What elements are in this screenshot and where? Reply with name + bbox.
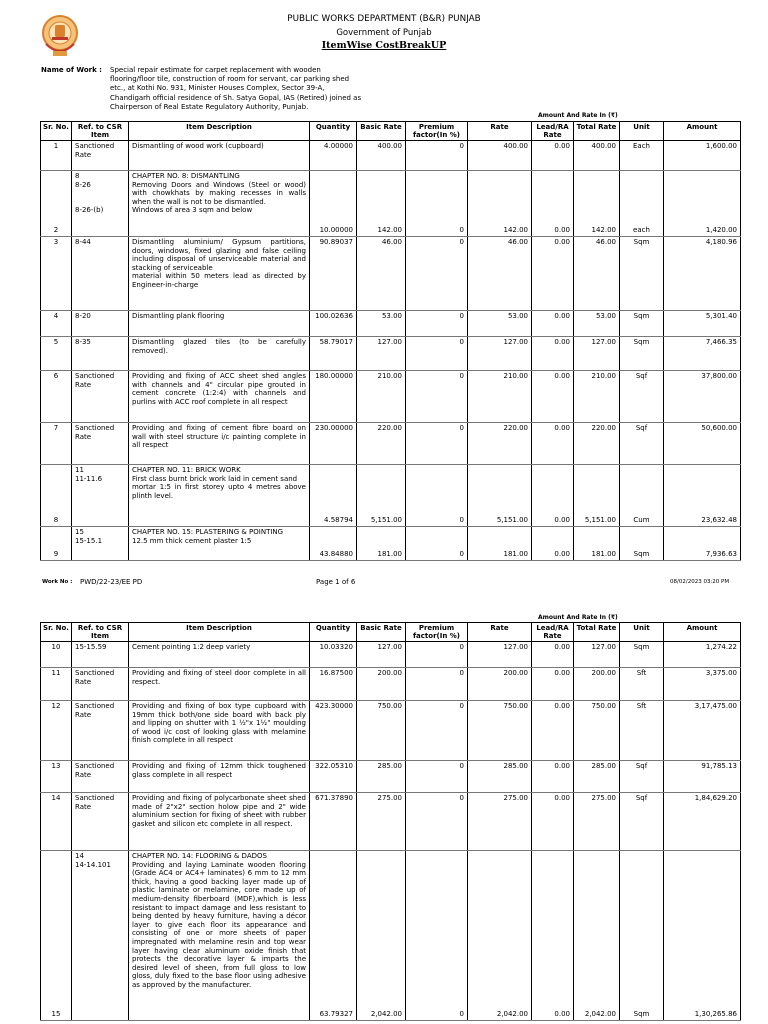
cell-rate: 285.00: [468, 761, 532, 793]
cell-lead-rate: 0.00: [532, 465, 574, 527]
table-row: [41, 311, 741, 337]
cell-description: [129, 337, 310, 371]
col-header-amount: Amount: [664, 122, 741, 141]
cell-description-line: CHAPTER NO. 11: BRICK WORK: [132, 466, 241, 474]
col-header-amount: Amount: [664, 623, 741, 642]
amount-unit-note: Amount And Rate In (₹): [538, 614, 618, 621]
cell-amount: 5,301.40: [664, 311, 741, 337]
cell-amount: 1,274.22: [664, 642, 741, 668]
cell-premium: 0: [406, 793, 468, 851]
cell-lead-rate: 0.00: [532, 141, 574, 171]
name-of-work-line: etc., at Kothi No. 931, Minister Houses Complex, Sector 39-A,: [110, 84, 325, 93]
table-row: [41, 337, 741, 371]
cell-ref-line: Rate: [75, 380, 92, 389]
cell-total-rate: 142.00: [574, 171, 620, 237]
cell-total-rate: 127.00: [574, 642, 620, 668]
name-of-work-line: Chairperson of Real Estate Regulatory Authority, Punjab.: [110, 102, 309, 111]
cell-ref: [72, 465, 129, 527]
col-header-ref: Ref. to CSR Item: [72, 122, 129, 141]
cell-unit: Sqm: [620, 527, 664, 561]
cell-basic-rate: 210.00: [357, 371, 406, 423]
cell-total-rate: 2,042.00: [574, 851, 620, 1021]
cell-ref: [72, 851, 129, 1021]
cell-ref-line: Sanctioned: [75, 794, 115, 802]
cell-unit: Sqm: [620, 237, 664, 311]
cell-description-line: Dismantling aluminium/ Gypsum partitions, doors, windows, fixed glazing and false ceiling including disposal of unserviceable material and stacking of serviceable: [132, 238, 306, 272]
cell-unit: Each: [620, 141, 664, 171]
cell-description: [129, 701, 310, 761]
cell-premium: 0: [406, 701, 468, 761]
cell-amount: 91,785.13: [664, 761, 741, 793]
col-header-basic-rate: Basic Rate: [357, 122, 406, 141]
cell-lead-rate: 0.00: [532, 337, 574, 371]
cell-ref: [72, 668, 129, 701]
cell-ref-line: Rate: [75, 677, 92, 686]
col-header-basic-rate: Basic Rate: [357, 623, 406, 642]
cell-ref: [72, 311, 129, 337]
cost-breakup-table: [40, 121, 741, 561]
cell-unit: each: [620, 171, 664, 237]
cell-quantity: 4.58794: [310, 465, 357, 527]
estimate-page-2: [0, 600, 768, 1024]
cell-quantity: 100.02636: [310, 311, 357, 337]
cell-premium: 0: [406, 642, 468, 668]
cell-sr-no: 15: [41, 851, 72, 1021]
cell-ref-line: Rate: [75, 150, 92, 159]
cell-sr-no: 13: [41, 761, 72, 793]
work-no-label: Work No :: [42, 579, 73, 585]
cell-ref-line: 14-14.101: [75, 860, 111, 869]
cell-premium: 0: [406, 311, 468, 337]
cell-total-rate: 46.00: [574, 237, 620, 311]
cell-description: [129, 423, 310, 465]
cell-unit: Sqm: [620, 311, 664, 337]
cell-ref-line: Rate: [75, 432, 92, 441]
cell-premium: 0: [406, 337, 468, 371]
cell-quantity: 230.00000: [310, 423, 357, 465]
table-row: [41, 141, 741, 171]
cell-ref: [72, 761, 129, 793]
cell-rate: 46.00: [468, 237, 532, 311]
cell-description: [129, 465, 310, 527]
cell-ref: [72, 141, 129, 171]
col-header-rate: Rate: [468, 122, 532, 141]
cell-sr-no: 2: [41, 171, 72, 237]
cell-rate: 5,151.00: [468, 465, 532, 527]
table-row: [41, 171, 741, 237]
cell-sr-no: 1: [41, 141, 72, 171]
table-row: [41, 851, 741, 1021]
cell-sr-no: 10: [41, 642, 72, 668]
cell-lead-rate: 0.00: [532, 237, 574, 311]
name-of-work-line: Special repair estimate for carpet replacement with wooden: [110, 66, 321, 74]
cell-amount: 3,375.00: [664, 668, 741, 701]
col-header-premium: Premium factor(In %): [406, 122, 468, 141]
col-header-description: Item Description: [129, 122, 310, 141]
cell-unit: Sqm: [620, 851, 664, 1021]
name-of-work-line: flooring/floor tile, construction of room for servant, car parking shed: [110, 75, 350, 84]
cell-description: [129, 171, 310, 237]
cell-quantity: 58.79017: [310, 337, 357, 371]
col-header-quantity: Quantity: [310, 623, 357, 642]
cell-description: [129, 642, 310, 668]
cell-total-rate: 220.00: [574, 423, 620, 465]
cell-quantity: 180.00000: [310, 371, 357, 423]
cell-ref-line: 15-15.1: [75, 536, 103, 545]
table-row: [41, 793, 741, 851]
cell-quantity: 16.87500: [310, 668, 357, 701]
cell-total-rate: 275.00: [574, 793, 620, 851]
cell-rate: 200.00: [468, 668, 532, 701]
cell-sr-no: 11: [41, 668, 72, 701]
cell-total-rate: 53.00: [574, 311, 620, 337]
cell-ref-line: 11: [75, 466, 84, 474]
cell-ref-line: Sanctioned: [75, 372, 115, 380]
cell-rate: 275.00: [468, 793, 532, 851]
table-row: [41, 465, 741, 527]
cell-sr-no: 9: [41, 527, 72, 561]
cell-quantity: 10.03320: [310, 642, 357, 668]
cell-description: [129, 527, 310, 561]
cell-amount: 50,600.00: [664, 423, 741, 465]
table-row: [41, 423, 741, 465]
cell-amount: 37,800.00: [664, 371, 741, 423]
cell-description-line: CHAPTER NO. 15: PLASTERING & POINTING: [132, 528, 284, 536]
cell-basic-rate: 200.00: [357, 668, 406, 701]
cell-basic-rate: 750.00: [357, 701, 406, 761]
cell-quantity: 10.00000: [310, 171, 357, 237]
cell-rate: 750.00: [468, 701, 532, 761]
government-name: Government of Punjab: [336, 28, 432, 38]
cell-ref-line: 8-20: [75, 312, 91, 320]
print-datetime: 08/02/2023 03:20 PM: [670, 579, 730, 585]
cost-breakup-table: [40, 622, 741, 1021]
cell-description: [129, 793, 310, 851]
col-header-total-rate: Total Rate: [574, 623, 620, 642]
cell-description-line: First class burnt brick work laid in cement sand: [132, 474, 298, 483]
cell-ref-line: [75, 198, 125, 207]
cell-total-rate: 127.00: [574, 337, 620, 371]
cell-basic-rate: 5,151.00: [357, 465, 406, 527]
cell-total-rate: 181.00: [574, 527, 620, 561]
cell-ref: [72, 793, 129, 851]
cell-total-rate: 200.00: [574, 668, 620, 701]
cell-rate: 127.00: [468, 642, 532, 668]
cell-sr-no: 6: [41, 371, 72, 423]
name-of-work-line: Chandigarh official residence of Sh. Satya Gopal, IAS (Retired) joined as: [110, 93, 362, 102]
col-header-lead-rate: Lead/RA Rate: [532, 623, 574, 642]
report-title: ItemWise CostBreakUP: [321, 40, 447, 51]
cell-ref-line: 8-44: [75, 238, 91, 246]
cell-rate: 400.00: [468, 141, 532, 171]
cell-description-line: Providing and fixing of steel door complete in all respect.: [132, 669, 306, 686]
amount-unit-note: Amount And Rate In (₹): [538, 112, 618, 119]
cell-lead-rate: 0.00: [532, 371, 574, 423]
table-row: [41, 237, 741, 311]
cell-unit: Sft: [620, 701, 664, 761]
col-header-ref: Ref. to CSR Item: [72, 623, 129, 642]
cell-ref-line: [75, 189, 125, 198]
cell-description: [129, 237, 310, 311]
cell-lead-rate: 0.00: [532, 793, 574, 851]
cell-unit: Sqf: [620, 423, 664, 465]
cell-sr-no: 4: [41, 311, 72, 337]
cell-total-rate: 750.00: [574, 701, 620, 761]
cell-sr-no: 3: [41, 237, 72, 311]
cell-amount: 7,466.35: [664, 337, 741, 371]
cell-ref: [72, 527, 129, 561]
col-header-sr: Sr. No.: [41, 623, 72, 642]
cell-quantity: 4.00000: [310, 141, 357, 171]
cell-premium: 0: [406, 668, 468, 701]
table-row: [41, 761, 741, 793]
table-header-row: [41, 623, 741, 642]
cell-sr-no: 12: [41, 701, 72, 761]
page-number: Page 1 of 6: [316, 578, 356, 586]
cell-unit: Sqf: [620, 371, 664, 423]
cell-premium: 0: [406, 371, 468, 423]
cell-lead-rate: 0.00: [532, 761, 574, 793]
cell-basic-rate: 275.00: [357, 793, 406, 851]
cell-ref-line: 8: [75, 172, 80, 180]
cell-rate: 181.00: [468, 527, 532, 561]
cell-quantity: 90.89037: [310, 237, 357, 311]
name-of-work-text: [110, 66, 410, 112]
cell-lead-rate: 0.00: [532, 642, 574, 668]
cell-description: [129, 851, 310, 1021]
cell-description-line: 12.5 mm thick cement plaster 1:5: [132, 536, 252, 545]
cell-ref: [72, 642, 129, 668]
cell-description-line: Providing and fixing of ACC sheet shed angles with channels and 4" circular pipe grouted in cement concrete (1:2:4) with channels and purlins with ACC roof complete in all respect: [132, 372, 306, 406]
cell-lead-rate: 0.00: [532, 851, 574, 1021]
cell-premium: 0: [406, 761, 468, 793]
col-header-unit: Unit: [620, 623, 664, 642]
cell-description-line: material within 50 meters lead as directed by Engineer-in-charge: [132, 272, 306, 289]
cell-total-rate: 210.00: [574, 371, 620, 423]
cell-lead-rate: 0.00: [532, 423, 574, 465]
cell-description: [129, 371, 310, 423]
cell-description-line: CHAPTER NO. 8: DISMANTLING: [132, 172, 240, 180]
cell-sr-no: 5: [41, 337, 72, 371]
cell-ref: [72, 171, 129, 237]
cell-ref: [72, 701, 129, 761]
cell-description-line: Providing and fixing of box type cupboard with 19mm thick both/one side board with back ply and lipping on shutter with 1 ½"x 1½" moulding of wood i/c cost of looking glass with melamine finish complete in all respect: [132, 702, 306, 745]
cell-basic-rate: 127.00: [357, 337, 406, 371]
cell-description-line: Removing Doors and Windows (Steel or wood) with chowkhats by making recesses in walls when the wall is not to be dismantled.: [132, 180, 306, 206]
cell-ref-line: Rate: [75, 770, 92, 779]
cell-ref-line: Sanctioned: [75, 702, 115, 710]
cell-premium: 0: [406, 237, 468, 311]
cell-ref-line: Rate: [75, 802, 92, 811]
cell-unit: Sqf: [620, 793, 664, 851]
cell-basic-rate: 285.00: [357, 761, 406, 793]
cell-premium: 0: [406, 171, 468, 237]
table-header-row: [41, 122, 741, 141]
work-no-value: PWD/22-23/EE PD: [80, 578, 143, 586]
table-row: [41, 701, 741, 761]
cell-quantity: 423.30000: [310, 701, 357, 761]
cell-amount: 1,420.00: [664, 171, 741, 237]
cell-premium: 0: [406, 465, 468, 527]
cell-lead-rate: 0.00: [532, 668, 574, 701]
col-header-quantity: Quantity: [310, 122, 357, 141]
cell-ref-line: Sanctioned: [75, 762, 115, 770]
cell-description: [129, 311, 310, 337]
department-name: PUBLIC WORKS DEPARTMENT (B&R) PUNJAB: [287, 14, 481, 24]
cell-description: [129, 668, 310, 701]
cell-ref: [72, 371, 129, 423]
cell-lead-rate: 0.00: [532, 311, 574, 337]
cell-premium: 0: [406, 141, 468, 171]
cell-basic-rate: 400.00: [357, 141, 406, 171]
cell-quantity: 43.84880: [310, 527, 357, 561]
cell-ref-line: Sanctioned: [75, 142, 115, 150]
cell-description-line: Dismantling of wood work (cupboard): [132, 142, 264, 150]
cell-ref: [72, 423, 129, 465]
cell-premium: 0: [406, 527, 468, 561]
cell-total-rate: 285.00: [574, 761, 620, 793]
cell-basic-rate: 2,042.00: [357, 851, 406, 1021]
cell-description-line: Cement pointing 1:2 deep variety: [132, 643, 251, 651]
cell-ref-line: 8-35: [75, 338, 91, 346]
cell-quantity: 322.05310: [310, 761, 357, 793]
cell-amount: 4,180.96: [664, 237, 741, 311]
cell-description-line: Providing and fixing of 12mm thick toughened glass complete in all respect: [132, 762, 306, 779]
col-header-rate: Rate: [468, 623, 532, 642]
cell-description-line: Windows of area 3 sqm and below: [132, 206, 253, 215]
cell-ref-line: 11-11.6: [75, 474, 103, 483]
cell-rate: 142.00: [468, 171, 532, 237]
table-row: [41, 527, 741, 561]
cell-description: [129, 141, 310, 171]
cell-rate: 2,042.00: [468, 851, 532, 1021]
cell-ref-line: 15: [75, 528, 84, 536]
cell-rate: 53.00: [468, 311, 532, 337]
cell-amount: 1,30,265.86: [664, 851, 741, 1021]
col-header-unit: Unit: [620, 122, 664, 141]
cell-premium: 0: [406, 851, 468, 1021]
cell-description-line: Dismantling glazed tiles (to be carefully removed).: [132, 338, 306, 355]
cell-unit: Sqm: [620, 337, 664, 371]
cell-basic-rate: 220.00: [357, 423, 406, 465]
cell-rate: 127.00: [468, 337, 532, 371]
cell-lead-rate: 0.00: [532, 701, 574, 761]
cell-quantity: 671.37890: [310, 793, 357, 851]
cell-description-line: CHAPTER NO. 14: FLOORING & DADOS: [132, 852, 267, 860]
col-header-premium: Premium factor(In %): [406, 623, 468, 642]
cell-unit: Sqm: [620, 642, 664, 668]
table-row: [41, 668, 741, 701]
cell-lead-rate: 0.00: [532, 171, 574, 237]
cell-ref-line: 8-26: [75, 180, 91, 189]
cell-amount: 1,84,629.20: [664, 793, 741, 851]
cell-description: [129, 761, 310, 793]
name-of-work-label: Name of Work :: [41, 66, 102, 74]
cell-description-line: Providing and fixing of polycarbonate sheet shed made of 2"x2" section holow pipe and 2" wide aluminium section for fixing of sheet with rubber gasket and silicon etc complete in all respect.: [132, 794, 306, 828]
col-header-description: Item Description: [129, 623, 310, 642]
cell-ref-line: Sanctioned: [75, 669, 115, 677]
cell-unit: Cum: [620, 465, 664, 527]
cell-sr-no: 7: [41, 423, 72, 465]
col-header-total-rate: Total Rate: [574, 122, 620, 141]
cell-ref-line: 8-26-(b): [75, 206, 104, 215]
cell-rate: 210.00: [468, 371, 532, 423]
cell-rate: 220.00: [468, 423, 532, 465]
table-row: [41, 642, 741, 668]
cell-ref-line: Sanctioned: [75, 424, 115, 432]
cell-amount: 1,600.00: [664, 141, 741, 171]
cell-description-line: Dismantling plank flooring: [132, 312, 225, 320]
cell-ref-line: 15-15.59: [75, 643, 107, 651]
cell-unit: Sqf: [620, 761, 664, 793]
cell-ref-line: 14: [75, 852, 84, 860]
cell-amount: 23,632.48: [664, 465, 741, 527]
cell-basic-rate: 142.00: [357, 171, 406, 237]
cell-premium: 0: [406, 423, 468, 465]
cell-basic-rate: 46.00: [357, 237, 406, 311]
cell-ref: [72, 337, 129, 371]
table-row: [41, 371, 741, 423]
col-header-lead-rate: Lead/RA Rate: [532, 122, 574, 141]
cell-ref: [72, 237, 129, 311]
cell-sr-no: 14: [41, 793, 72, 851]
cell-description-line: Providing and laying Laminate wooden flooring (Grade AC4 or AC4+ laminates) 6 mm to 12 mm thick, having a good backing layer made up of plastic laminate or melamine, core made up of medium-density fiberboard (MDF),which is less resistant to impact damage and less resistant to being dented by heavy furniture, having a décor layer to give each floor its appearance and consisting of one or more sheets of paper impregnated with melamine resin and top wear layer having clear aluminum oxide finish that protects the decorative layer & imparts the desired level of sheen, from full gloss to low gloss, duly fixed to the base floor using adhesive as approved by the manufacturer.: [132, 860, 306, 989]
cell-basic-rate: 53.00: [357, 311, 406, 337]
col-header-sr: Sr. No.: [41, 122, 72, 141]
cell-unit: Sft: [620, 668, 664, 701]
cell-description-line: Providing and fixing of cement fibre board on wall with steel structure i/c painting complete in all respect: [132, 424, 306, 450]
cell-description-line: mortar 1:5 in first storey upto 4 metres above plinth level.: [132, 483, 306, 500]
cell-sr-no: 8: [41, 465, 72, 527]
cell-ref-line: Rate: [75, 710, 92, 719]
cell-total-rate: 5,151.00: [574, 465, 620, 527]
cell-lead-rate: 0.00: [532, 527, 574, 561]
cell-amount: 7,936.63: [664, 527, 741, 561]
cell-basic-rate: 127.00: [357, 642, 406, 668]
cell-quantity: 63.79327: [310, 851, 357, 1021]
cell-basic-rate: 181.00: [357, 527, 406, 561]
cell-amount: 3,17,475.00: [664, 701, 741, 761]
cell-total-rate: 400.00: [574, 141, 620, 171]
